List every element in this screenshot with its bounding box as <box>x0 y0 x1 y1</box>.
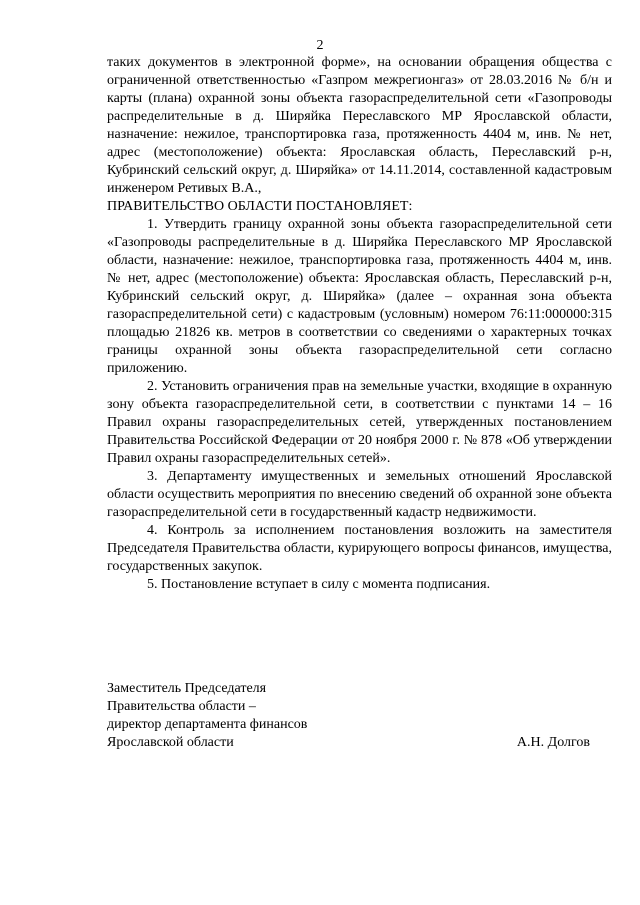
item-3-paragraph: 3. Департаменту имущественных и земельных отношений Ярославской области осуществить мероприятия по внесению сведений об охранной зоне объекта газораспределительной сети в государственный кадастр недвижимости. <box>107 469 612 520</box>
intro-paragraph: таких документов в электронной форме», на основании обращения общества с ограниченной ответственностью «Газпром межрегионгаз» от 28.03.2016 № б/н и карты (плана) охранной зоны объекта газораспределительной сети «Газопроводы распределительные в д. Ширяйка Переславского МР Ярославской области, назначение: нежилое, транспортировка газа, протяженность 4404 м, инв. № нет, адрес (местоположение) объекта: Ярославская область, Переславский р-н, Кубринский сельский округ, д. Ширяйка» от 14.11.2014, составленной кадастровым инженером Ретивых В.А., <box>107 55 612 196</box>
item-1-paragraph: 1. Утвердить границу охранной зоны объекта газораспределительной сети «Газопроводы распределительные в д. Ширяйка Переславского МР Ярославской области, назначение: нежилое, транспортировка газа, протяженность 4404 м, инв. № нет, адрес (местоположение) объекта: Ярославская область, Переславский р-н, Кубринский сельский округ, д. Ширяйка» (далее – охранная зона объекта газораспределительной сети) с кадастровым (условным) номером 76:11:000000:315 площадью 21826 кв. метров в соответствии со сведениями о характерных точках границы охранной зоны объекта газораспределительной сети согласно приложению. <box>107 217 612 376</box>
item-5-paragraph: 5. Постановление вступает в силу с момента подписания. <box>147 577 491 592</box>
item-2-paragraph: 2. Установить ограничения прав на земельные участки, входящие в охранную зону объекта газораспределительной сети, в соответствии с пунктами 14 – 16 Правил охраны газораспределительных сетей, утвержденных постановлением Правительства Российской Федерации от 20 ноября 2000 г. № 878 «Об утверждении Правил охраны газораспределительных сетей». <box>107 379 612 466</box>
signatory-final-line <box>107 734 590 752</box>
resolution-heading: ПРАВИТЕЛЬСТВО ОБЛАСТИ ПОСТАНОВЛЯЕТ: <box>107 199 413 214</box>
document-body <box>107 54 612 594</box>
signatory-title-line-2: Правительства области – <box>107 699 256 714</box>
item-4-paragraph: 4. Контроль за исполнением постановления возложить на заместителя Председателя Правительства области, курирующего вопросы финансов, имущества, государственных закупок. <box>107 523 612 574</box>
signatory-title-line-1: Заместитель Председателя <box>107 681 267 696</box>
signatory-title-line-3: директор департамента финансов <box>107 717 308 732</box>
signatory-name: А.Н. Долгов <box>516 735 590 750</box>
signature-block <box>107 680 590 752</box>
page-number: 2 <box>316 38 324 53</box>
signatory-title-line-4: Ярославской области <box>107 735 234 750</box>
